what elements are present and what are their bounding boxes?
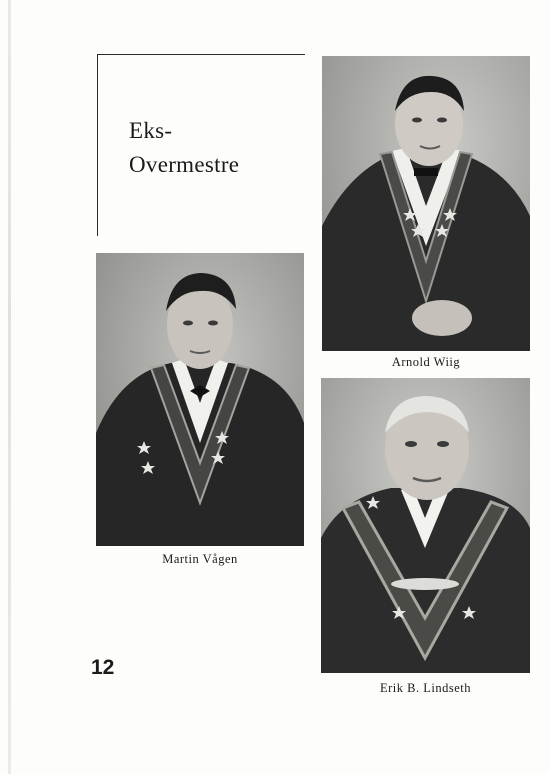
- page-number: 12: [91, 656, 115, 679]
- heading-top-rule: [97, 54, 305, 55]
- scan-edge-shadow: [8, 0, 11, 774]
- heading-line-1: Eks-: [129, 118, 173, 143]
- portrait-caption: Martin Vågen: [162, 552, 238, 566]
- heading-frame: [97, 54, 305, 236]
- portrait-photo-arnold-wiig: [322, 56, 530, 351]
- portrait-caption: Erik B. Lindseth: [380, 681, 471, 695]
- heading-left-rule: [97, 54, 98, 236]
- portrait-photo-erik-b-lindseth: [321, 378, 530, 673]
- heading-line-2: Overmestre: [129, 152, 240, 177]
- portrait-photo-martin-vagen: [96, 253, 304, 546]
- portrait-caption: Arnold Wiig: [391, 355, 461, 369]
